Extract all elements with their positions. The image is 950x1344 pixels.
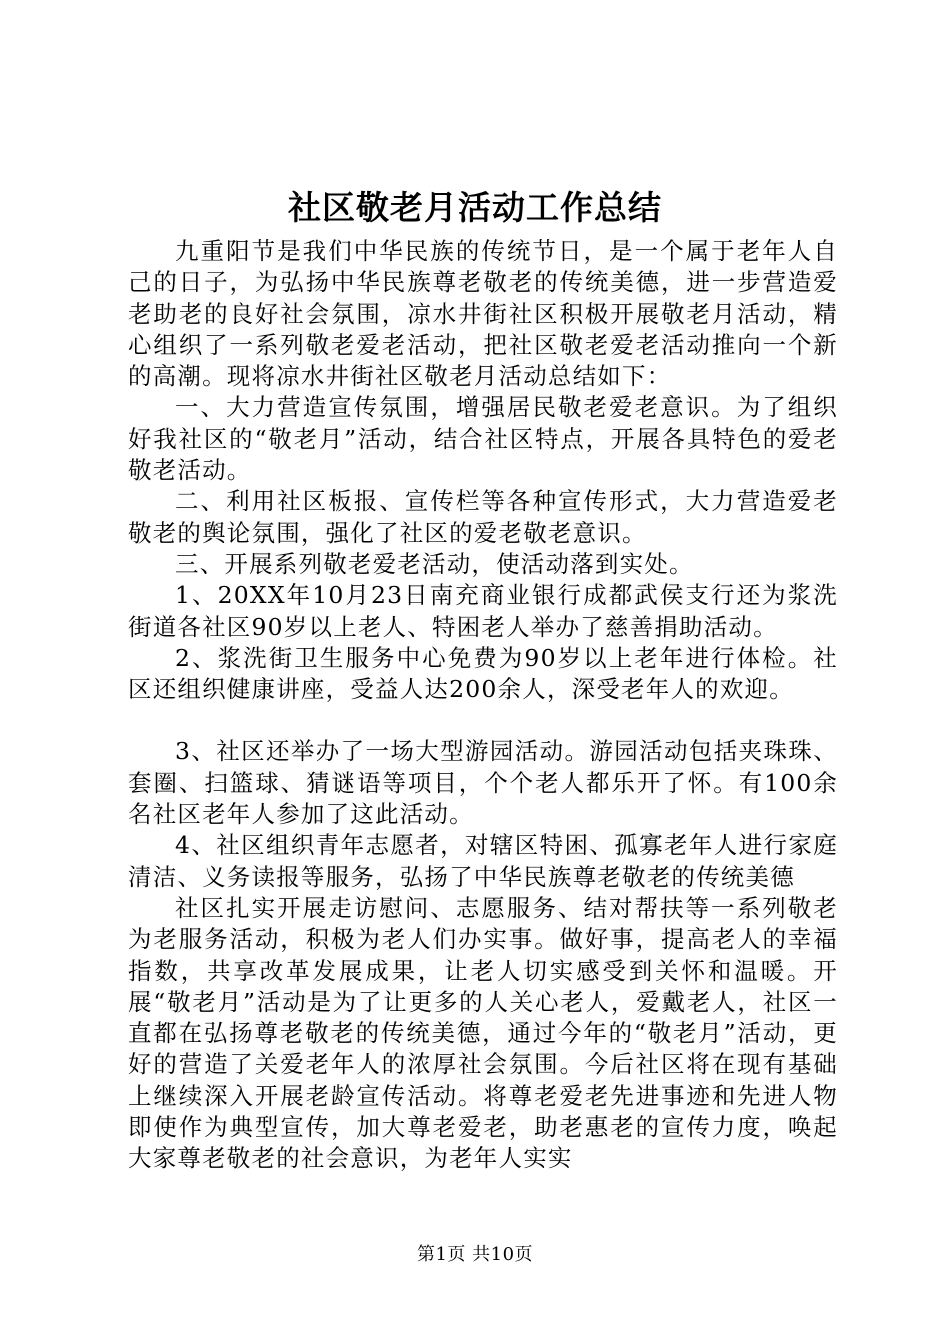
paragraph-item-2: 2、浆洗街卫生服务中心免费为90岁以上老年进行体检。社区还组织健康讲座，受益人达200余人，深受老年人的欢迎。 (128, 643, 838, 704)
paragraph-item-3: 3、社区还举办了一场大型游园活动。游园活动包括夹珠珠、套圈、扫篮球、猜谜语等项目，个个老人都乐开了怀。有100余名社区老年人参加了这此活动。 (128, 737, 838, 829)
document-body (128, 236, 838, 1175)
paragraph-conclusion: 社区扎实开展走访慰问、志愿服务、结对帮扶等一系列敬老为老服务活动，积极为老人们办实事。做好事，提高老人的幸福指数，共享改革发展成果，让老人切实感受到关怀和温暖。开展“敬老月”活动是为了让更多的人关心老人，爱戴老人，社区一直都在弘扬尊老敬老的传统美德，通过今年的“敬老月”活动，更好的营造了关爱老年人的浓厚社会氛围。今后社区将在现有基础上继续深入开展老龄宣传活动。将尊老爱老先进事迹和先进人物即使作为典型宣传，加大尊老爱老，助老惠老的宣传力度，唤起大家尊老敬老的社会意识，为老年人实实 (128, 893, 838, 1173)
paragraph-section-1: 一、大力营造宣传氛围，增强居民敬老爱老意识。为了组织好我社区的“敬老月”活动，结合社区特点，开展各具特色的爱老敬老活动。 (128, 393, 838, 485)
document-title: 社区敬老月活动工作总结 (288, 188, 662, 227)
paragraph-item-1: 1、20XX年10月23日南充商业银行成都武侯支行还为浆洗街道各社区90岁以上老人、特困老人举办了慈善捐助活动。 (128, 581, 838, 641)
paragraph-intro: 九重阳节是我们中华民族的传统节日，是一个属于老年人自己的日子，为弘扬中华民族尊老敬老的传统美德，进一步营造爱老助老的良好社会氛围，凉水井街社区积极开展敬老月活动，精心组织了一系列敬老爱老活动，把社区敬老爱老活动推向一个新的高潮。现将凉水井街社区敬老月活动总结如下： (128, 237, 838, 391)
paragraph-section-3: 三、开展系列敬老爱老活动，使活动落到实处。 (175, 549, 694, 578)
paragraph-item-4: 4、社区组织青年志愿者，对辖区特困、孤寡老年人进行家庭清洁、义务读报等服务，弘扬了中华民族尊老敬老的传统美德 (128, 831, 838, 891)
paragraph-section-2: 二、利用社区板报、宣传栏等各种宣传形式，大力营造爱老敬老的舆论氛围，强化了社区的爱老敬老意识。 (128, 487, 838, 547)
page-indicator: 第1页 共10页 (416, 1244, 534, 1265)
